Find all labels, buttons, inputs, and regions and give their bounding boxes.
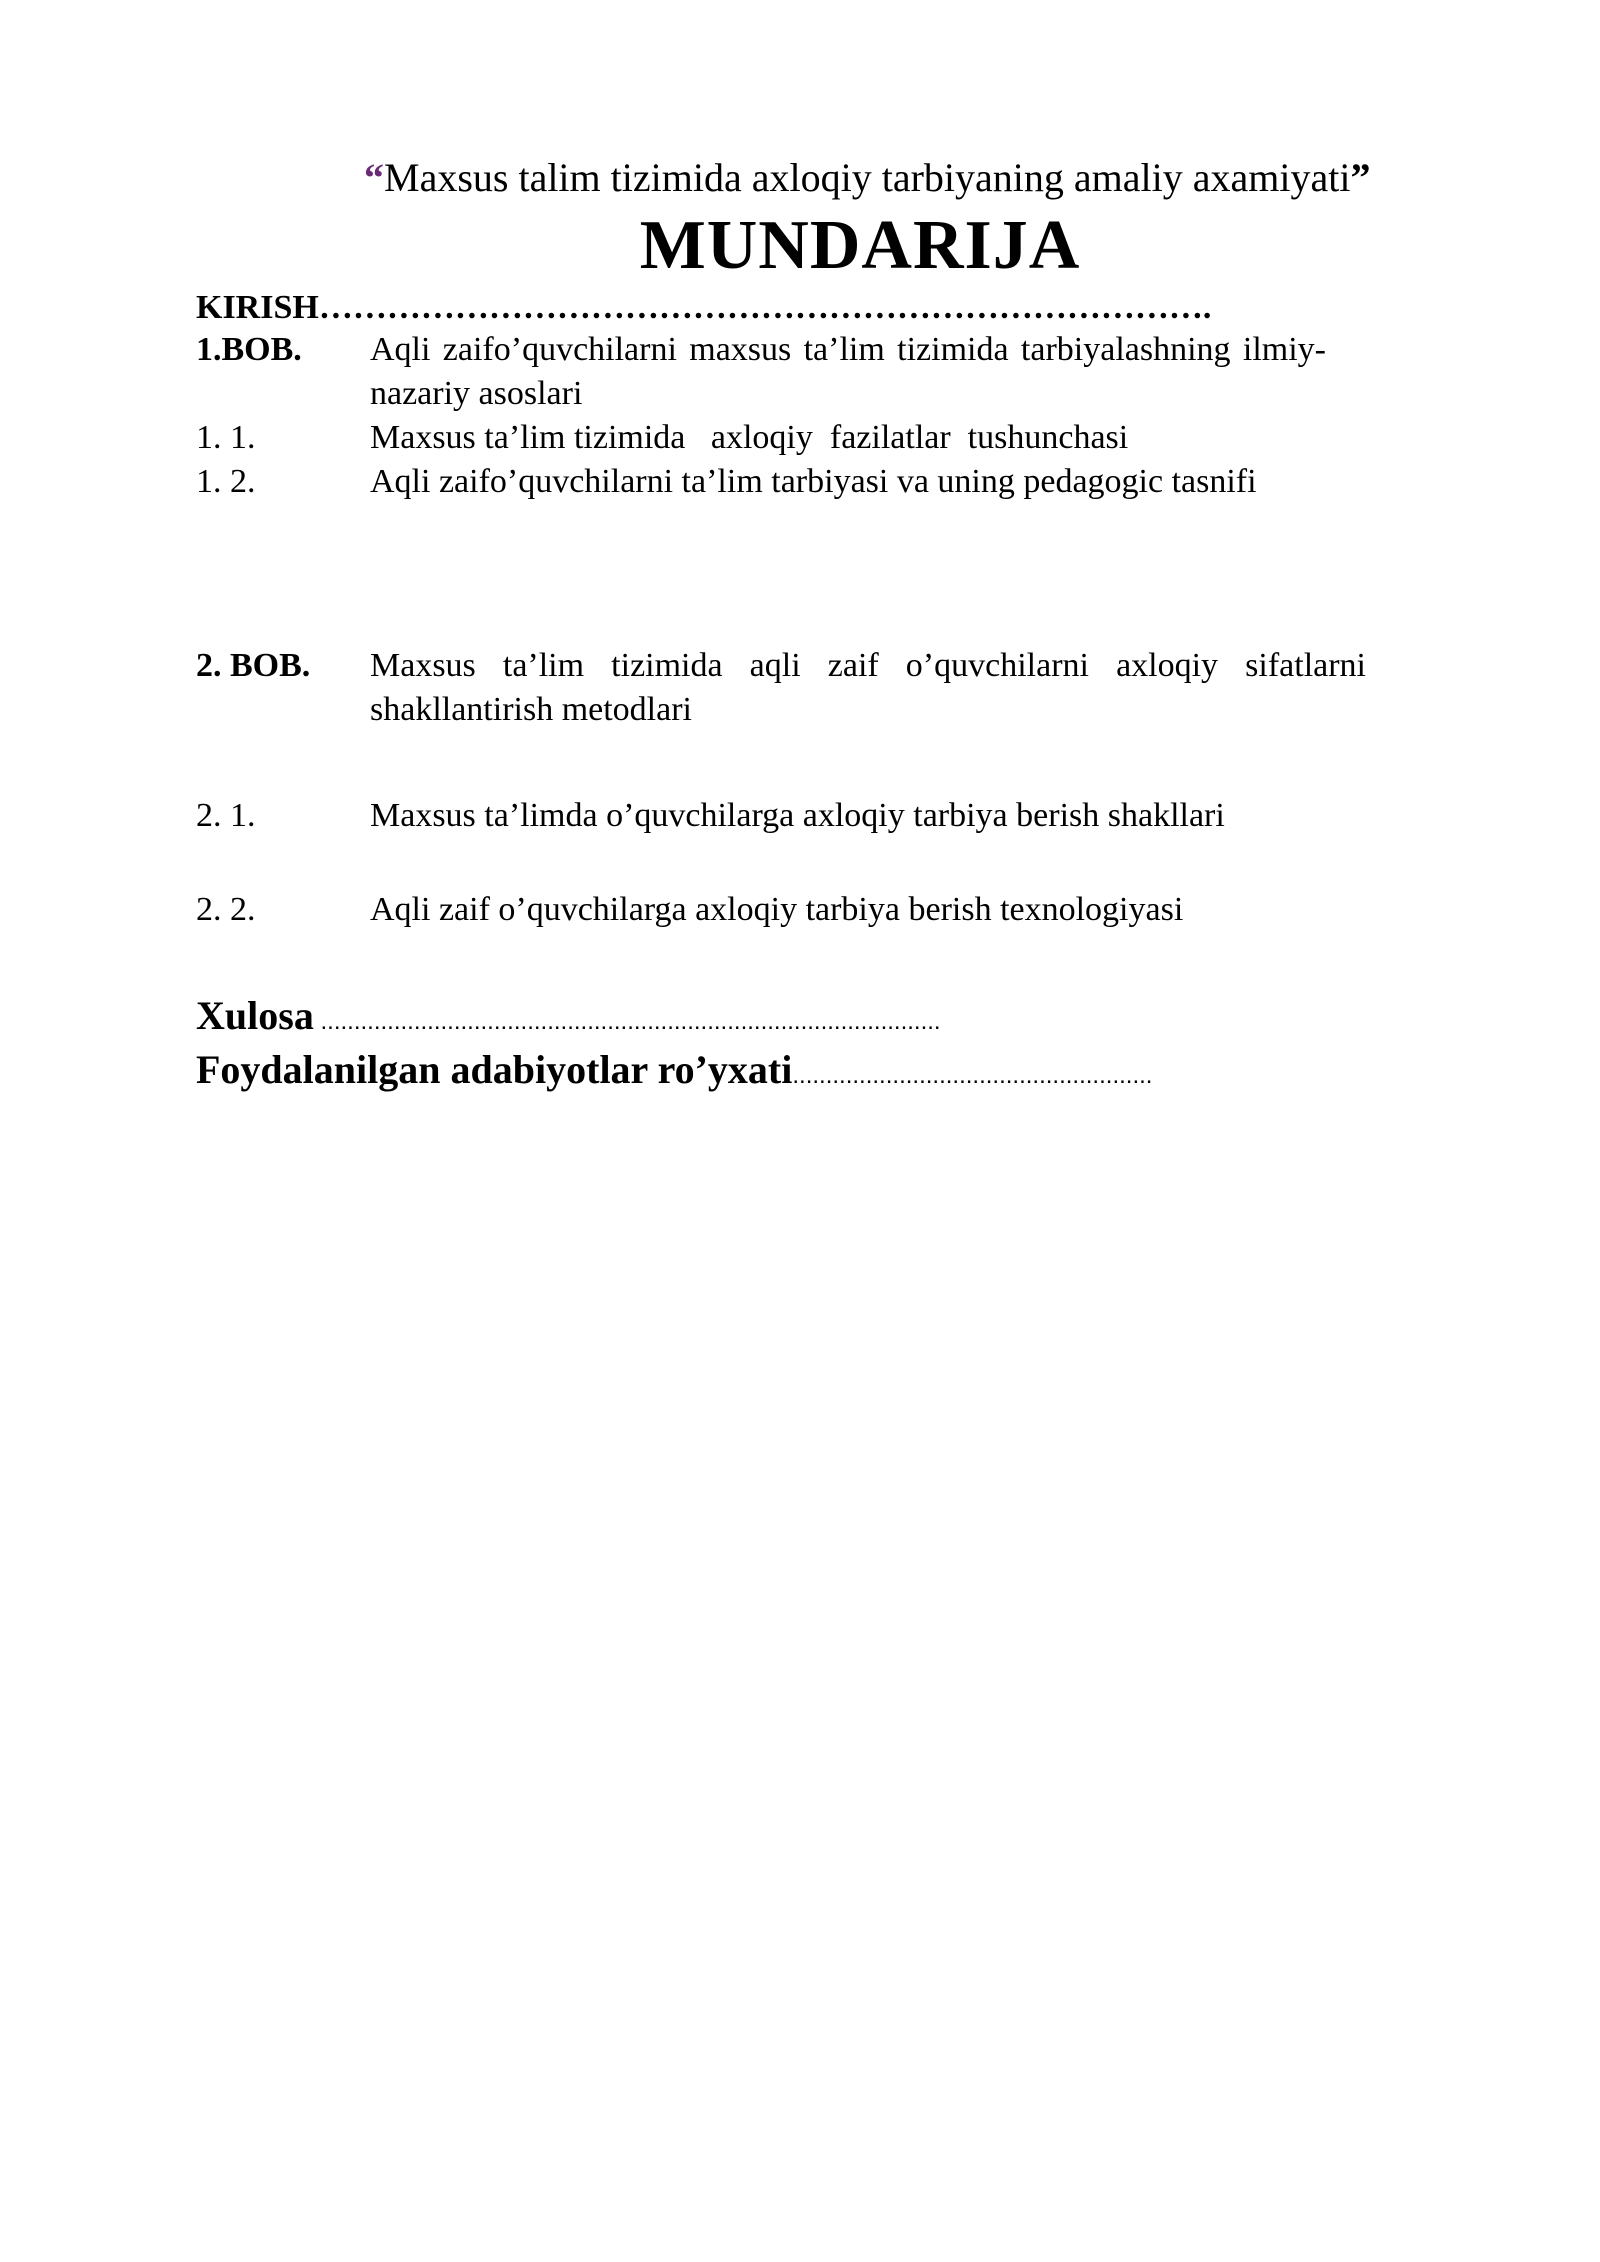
toc-entry-kirish: KIRISH…………………………………………………………………….	[196, 289, 1212, 326]
toc-entry-conclusion	[196, 990, 941, 1048]
conclusion-label: Xulosa	[196, 993, 314, 1038]
toc-entry-text: Aqli zaifo’quvchilarni ta’lim tarbiyasi va uning pedagogic tasnifi	[370, 463, 1257, 500]
toc-entry-number: 1.BOB.	[196, 331, 302, 368]
toc-entry-references	[196, 1044, 1152, 1102]
toc-entry-section-1-2	[196, 460, 1366, 504]
toc-entry-text: Aqli zaif o’quvchilarga axloqiy tarbiya berish texnologiyasi	[370, 891, 1184, 928]
toc-entry-number: 1. 1.	[196, 419, 256, 456]
toc-entry-number: 1. 2.	[196, 463, 256, 500]
subtitle-text: Maxsus talim tizimida axloqiy tarbiyaning amaliy axamiyati	[384, 155, 1351, 200]
references-leader-dots: ......................................................	[792, 1062, 1153, 1089]
references-label: Foydalanilgan adabiyotlar ro’yxati	[196, 1047, 793, 1092]
document-subtitle	[364, 150, 1370, 206]
toc-entry-section-1-1	[196, 416, 1366, 460]
toc-entry-chapter-2	[196, 644, 1366, 732]
toc-entry-section-2-2	[196, 888, 1366, 932]
toc-entry-chapter-1	[196, 328, 1326, 416]
toc-entry-text: Aqli zaifo’quvchilarni maxsus ta’lim tizimida tarbiyalashning ilmiy-nazariy asoslari	[370, 331, 1326, 412]
toc-entry-text: Maxsus ta’limda o’quvchilarga axloqiy tarbiya berish shakllari	[370, 797, 1225, 834]
conclusion-leader-dots: .............................................................................................	[313, 1008, 941, 1035]
toc-entry-text: Maxsus ta’lim tizimida axloqiy fazilatlar tushunchasi	[370, 419, 1129, 456]
toc-entry-number: 2. 2.	[196, 891, 256, 928]
toc-entry-section-2-1	[196, 794, 1366, 838]
toc-entry-number: 2. BOB.	[196, 647, 311, 684]
subtitle-open-quote: “	[364, 155, 384, 200]
toc-entry-text: Maxsus ta’lim tizimida aqli zaif o’quvchilarni axloqiy sifatlarni shakllantirish metodlari	[370, 647, 1366, 728]
page-title: MUNDARIJA	[639, 207, 1081, 284]
subtitle-close-quote: ”	[1350, 155, 1371, 200]
toc-entry-number: 2. 1.	[196, 797, 256, 834]
